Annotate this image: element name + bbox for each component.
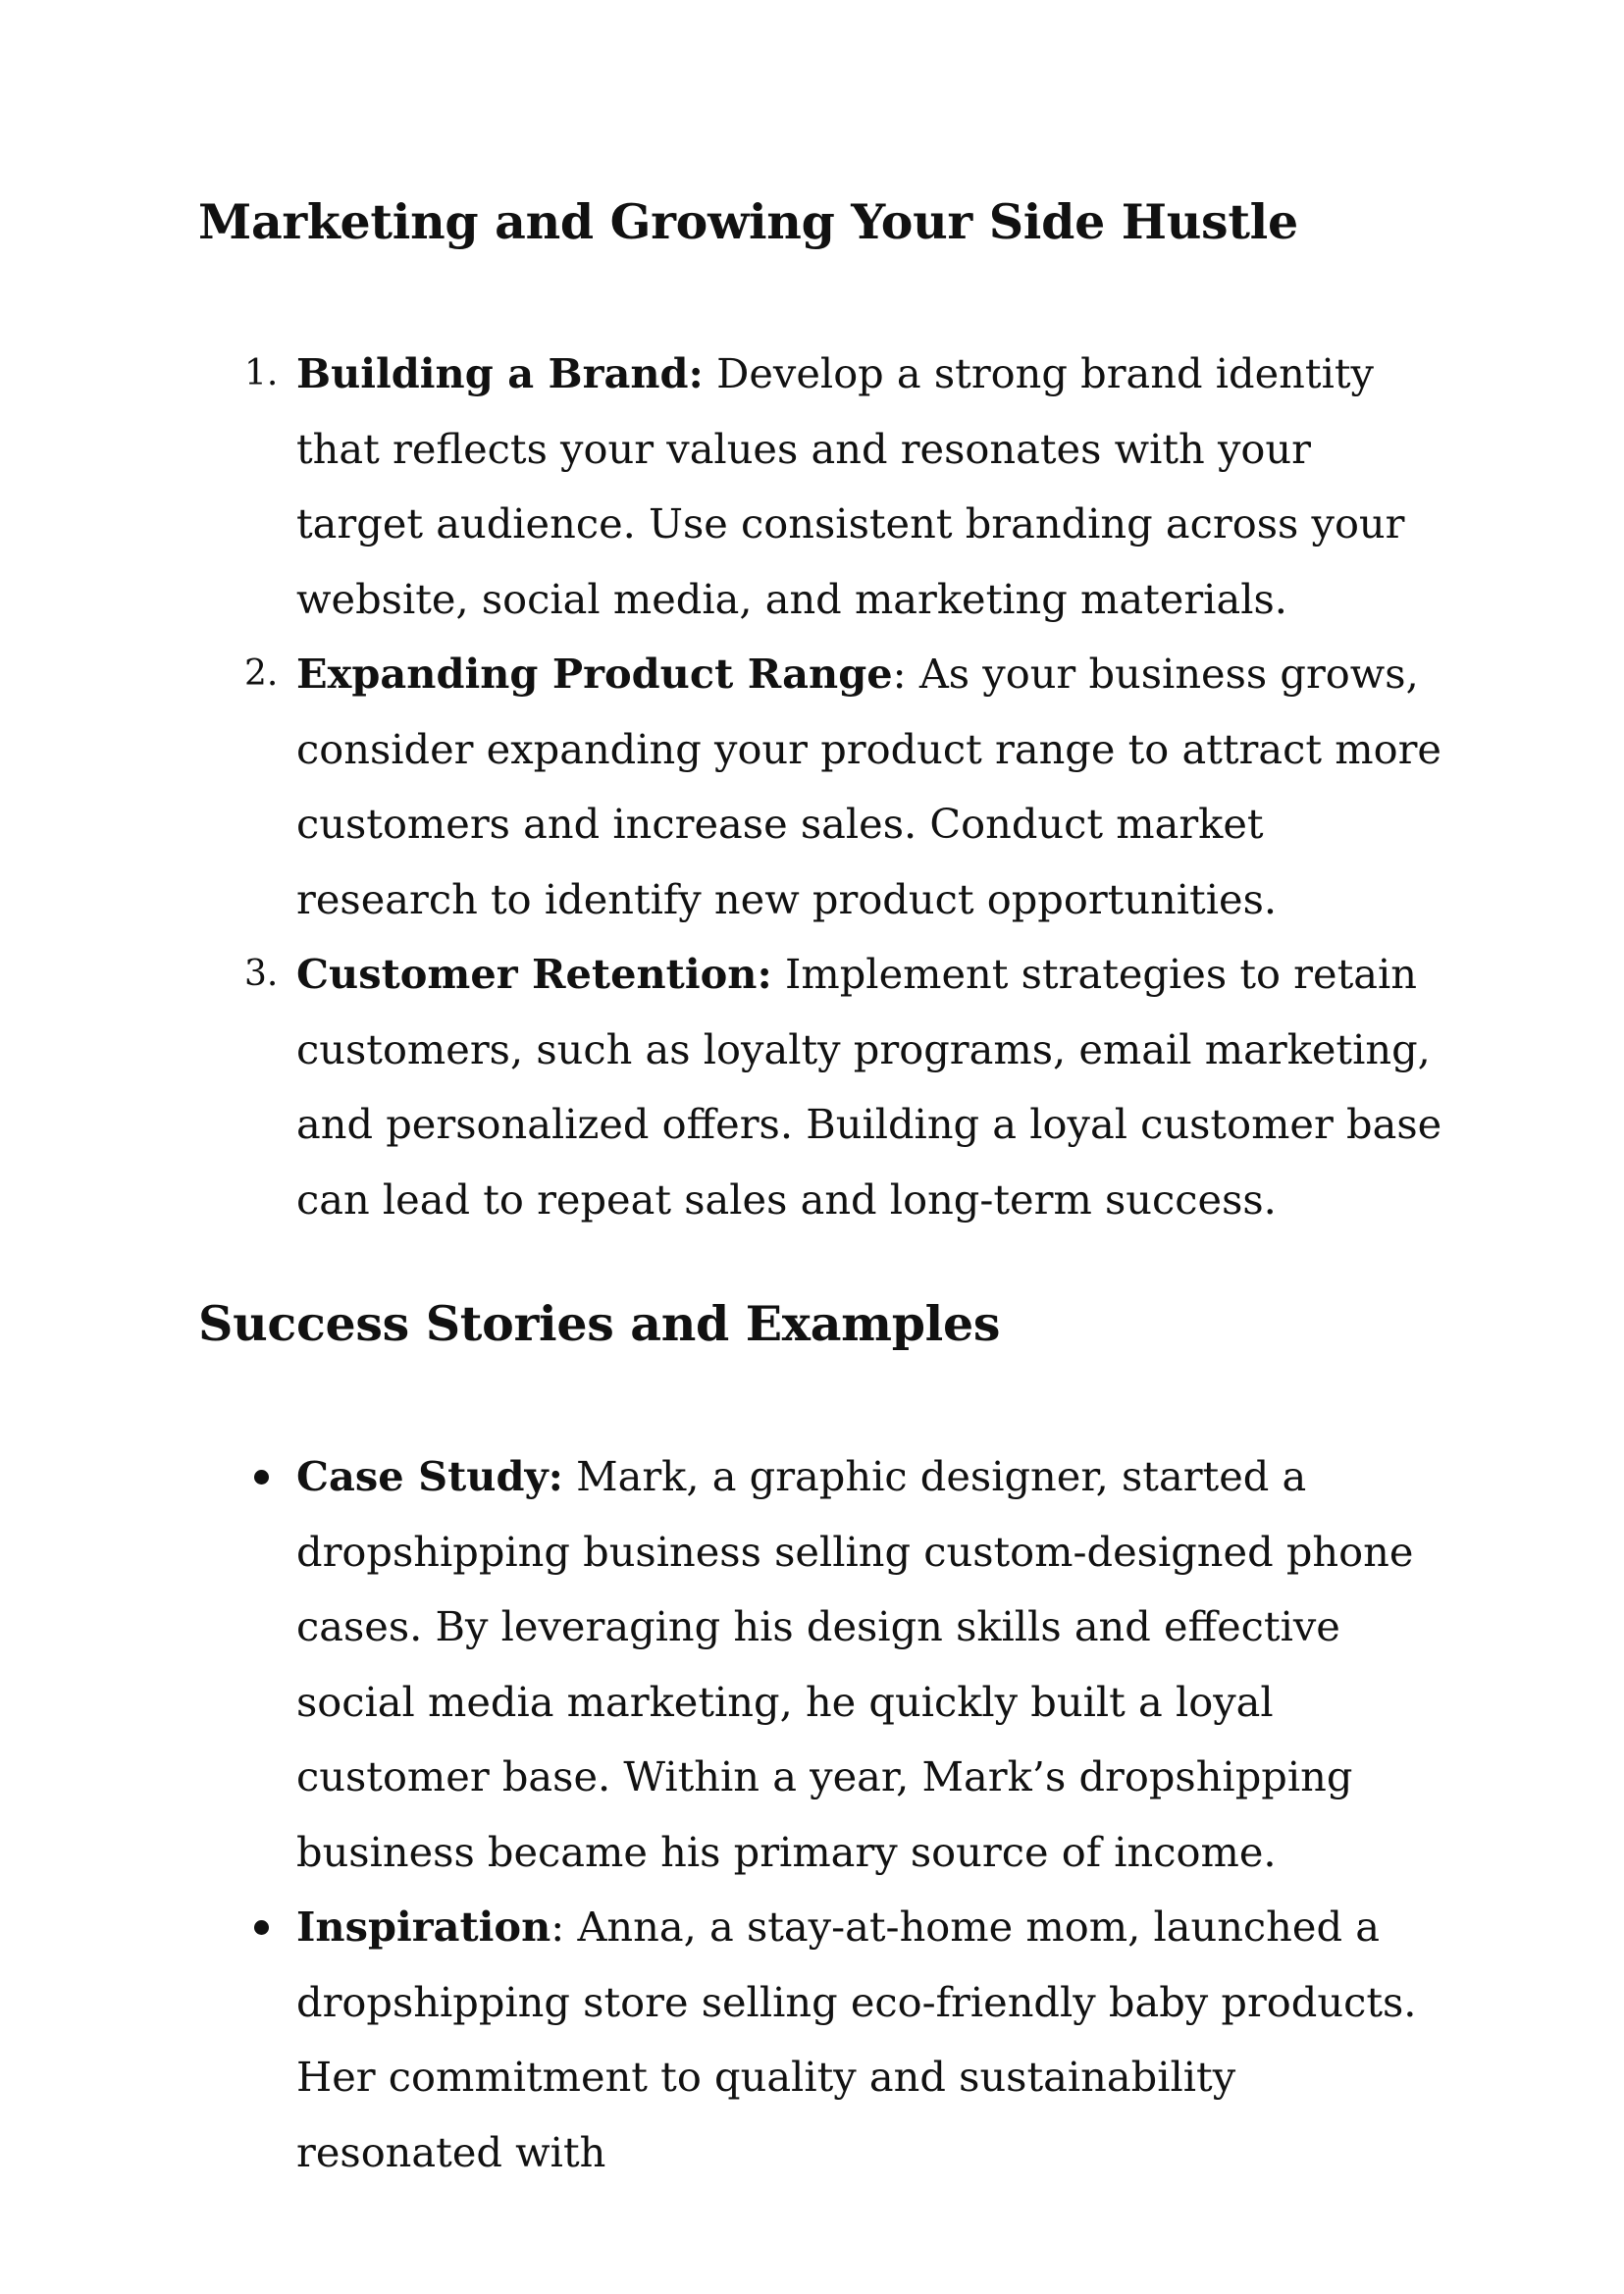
list-item [198, 637, 1444, 937]
list-number: 1. [244, 353, 279, 393]
item-text: Implement strategies to retain customers, such as loyalty programs, email marketing, and personalized offers. Building a loyal customer base can lead to repeat sales and long-term success. [296, 950, 1442, 1224]
item-text: Mark, a graphic designer, started a dropshipping business selling custom-designed phone cases. By leveraging his design skills and effective social media marketing, he quickly built a loyal customer base. Within a year, Mark’s dropshipping business became his primary source of income. [296, 1452, 1414, 1876]
numbered-list [198, 337, 1444, 1237]
section-heading-success-stories: Success Stories and Examples [198, 1295, 1001, 1352]
list-item [198, 1890, 1444, 2190]
item-text: Develop a strong brand identity that reflects your values and resonates with your target audience. Use consistent branding across your website, social media, and marketing materials. [296, 349, 1405, 623]
item-text: : Anna, a stay-at-home mom, launched a dropshipping store selling eco-friendly baby products. Her commitment to quality and sustainability resonated with [296, 1903, 1417, 2176]
section-heading-marketing: Marketing and Growing Your Side Hustle [198, 193, 1298, 250]
bulleted-list [198, 1439, 1444, 2190]
bullet-icon [254, 1920, 269, 1935]
list-number: 2. [244, 653, 279, 694]
item-lead: Expanding Product Range [296, 650, 893, 698]
list-item [198, 337, 1444, 637]
item-lead: Inspiration [296, 1903, 551, 1951]
bullet-icon [254, 1470, 269, 1485]
list-number: 3. [244, 954, 279, 994]
item-lead: Case Study: [296, 1452, 563, 1500]
list-item [198, 937, 1444, 1237]
list-item [198, 1439, 1444, 1890]
item-lead: Building a Brand: [296, 349, 704, 397]
item-lead: Customer Retention: [296, 950, 772, 998]
item-text: : As your business grows, consider expanding your product range to attract more customers and increase sales. Conduct market research to identify new product opportunities. [296, 650, 1441, 923]
